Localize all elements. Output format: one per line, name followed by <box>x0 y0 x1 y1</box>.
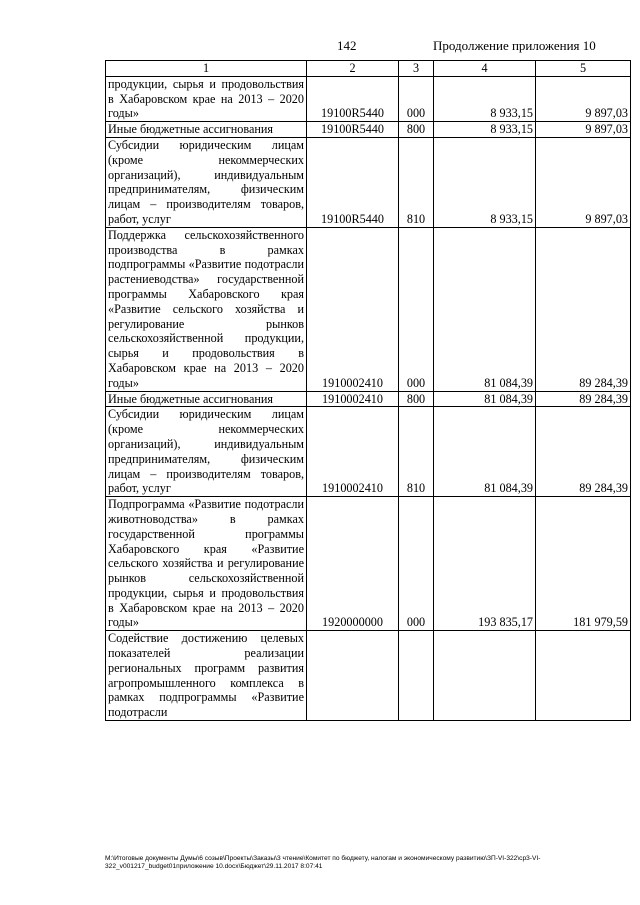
column-header: 5 <box>536 61 631 77</box>
row-amount-year2: 89 284,39 <box>536 227 631 391</box>
column-header: 3 <box>399 61 434 77</box>
row-target-code <box>307 631 399 721</box>
row-expense-type: 800 <box>399 391 434 407</box>
row-target-code: 1910002410 <box>307 227 399 391</box>
row-amount-year1: 8 933,15 <box>434 137 536 227</box>
budget-table <box>105 60 631 721</box>
table-row <box>106 631 631 721</box>
table-row <box>106 497 631 631</box>
row-expense-type: 800 <box>399 122 434 138</box>
row-description: продукции, сырья и продовольствия в Хабаровском крае на 2013 – 2020 годы» <box>106 76 307 121</box>
row-amount-year2: 9 897,03 <box>536 122 631 138</box>
row-target-code: 1910002410 <box>307 391 399 407</box>
table-row <box>106 76 631 121</box>
row-amount-year2: 89 284,39 <box>536 407 631 497</box>
row-amount-year1: 81 084,39 <box>434 407 536 497</box>
row-target-code: 1910002410 <box>307 407 399 497</box>
table-row <box>106 227 631 391</box>
appendix-continuation-label: Продолжение приложения 10 <box>433 38 596 53</box>
row-amount-year1: 81 084,39 <box>434 227 536 391</box>
table-row <box>106 391 631 407</box>
row-description: Иные бюджетные ассигнования <box>106 122 307 138</box>
row-description: Иные бюджетные ассигнования <box>106 391 307 407</box>
document-file-path-footer: M:\Итоговые документы Думы\6 созыв\Проекты\Заказы\3 чтение\Комитет по бюджету, налогам и экономическому развитию\ЗП-VI-322\ср3-VI-322_v001217_budget01приложение 10.docx\Бюджет\29.11.2017 8:07:41 <box>105 855 541 870</box>
row-amount-year2: 9 897,03 <box>536 137 631 227</box>
row-expense-type <box>399 631 434 721</box>
row-amount-year2: 181 979,59 <box>536 497 631 631</box>
row-expense-type: 000 <box>399 76 434 121</box>
table-row <box>106 407 631 497</box>
row-expense-type: 000 <box>399 227 434 391</box>
row-target-code: 19100R5440 <box>307 122 399 138</box>
row-description: Субсидии юридическим лицам (кроме некоммерческих организаций), индивидуальным предпринимателям, физическим лицам – производителям товаров, работ, услуг <box>106 407 307 497</box>
row-expense-type: 000 <box>399 497 434 631</box>
row-amount-year2: 9 897,03 <box>536 76 631 121</box>
row-target-code: 19100R5440 <box>307 76 399 121</box>
row-target-code: 1920000000 <box>307 497 399 631</box>
column-header: 1 <box>106 61 307 77</box>
row-amount-year1: 8 933,15 <box>434 122 536 138</box>
row-expense-type: 810 <box>399 407 434 497</box>
row-amount-year1: 8 933,15 <box>434 76 536 121</box>
row-amount-year1 <box>434 631 536 721</box>
column-header: 4 <box>434 61 536 77</box>
page-number: 142 <box>337 38 357 53</box>
row-description: Подпрограмма «Развитие подотрасли животноводства» в рамках государственной программы Хабаровского края «Развитие сельского хозяйства и регулирование рынков сельскохозяйственной продукции, сырья и продовольствия в Хабаровском крае на 2013 – 2020 годы» <box>106 497 307 631</box>
table-row <box>106 137 631 227</box>
table-header-row <box>106 61 631 77</box>
column-header: 2 <box>307 61 399 77</box>
row-amount-year2: 89 284,39 <box>536 391 631 407</box>
row-amount-year1: 81 084,39 <box>434 391 536 407</box>
row-expense-type: 810 <box>399 137 434 227</box>
row-amount-year1: 193 835,17 <box>434 497 536 631</box>
table-row <box>106 122 631 138</box>
row-description: Поддержка сельскохозяйственного производства в рамках подпрограммы «Развитие подотрасли растениеводства» государственной программы Хабаровского края «Развитие сельского хозяйства и регулирование рынков сельскохозяйственной продукции, сырья и продовольствия в Хабаровском крае на 2013 – 2020 годы» <box>106 227 307 391</box>
row-description: Субсидии юридическим лицам (кроме некоммерческих организаций), индивидуальным предпринимателям, физическим лицам – производителям товаров, работ, услуг <box>106 137 307 227</box>
row-amount-year2 <box>536 631 631 721</box>
row-target-code: 19100R5440 <box>307 137 399 227</box>
row-description: Содействие достижению целевых показателей реализации региональных программ развития агропромышленного комплекса в рамках подпрограммы «Развитие подотрасли <box>106 631 307 721</box>
